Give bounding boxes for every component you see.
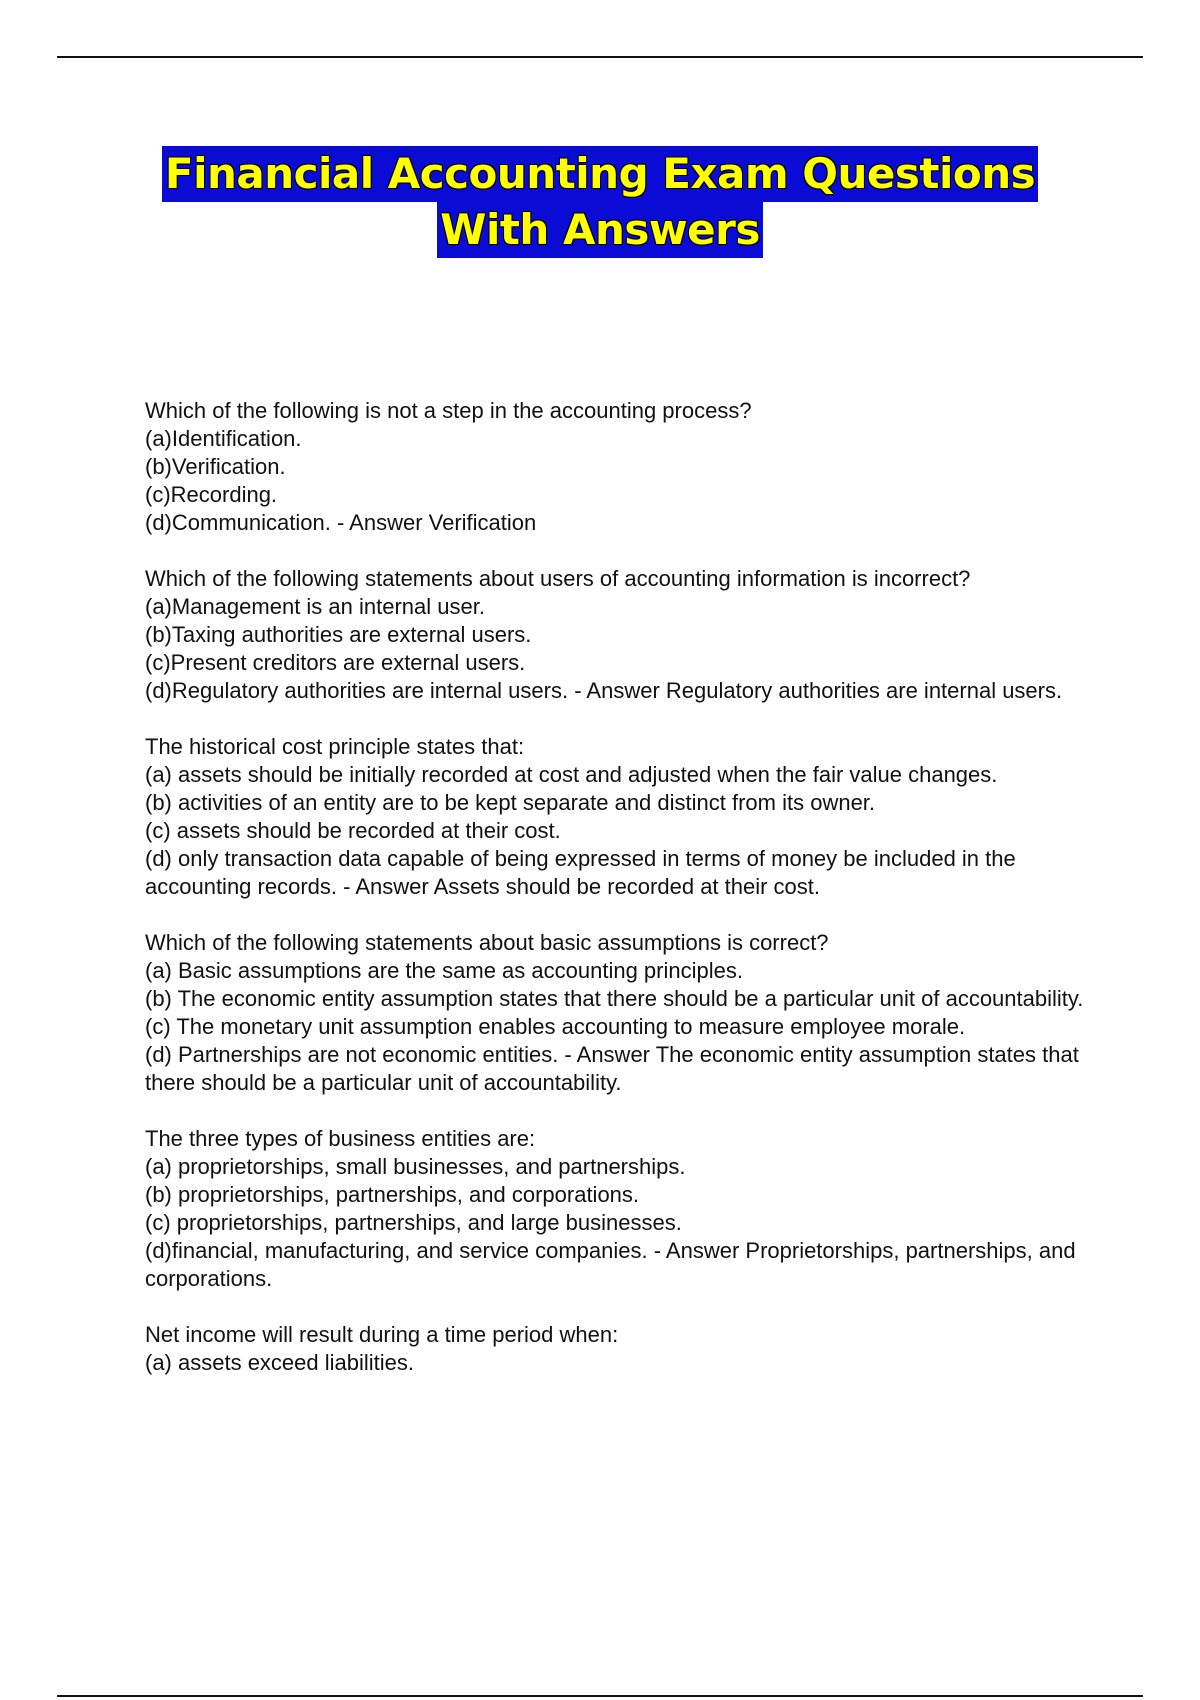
question-4: [145, 929, 1095, 1097]
option-d-with-answer: (d) Partnerships are not economic entities. - Answer The economic entity assumption states that there should be a particular unit of accountability.: [145, 1042, 1079, 1095]
option-a: (a) assets exceed liabilities.: [145, 1350, 415, 1375]
title-line-1: Financial Accounting Exam Questions: [162, 146, 1038, 202]
questions-list: [145, 397, 1095, 1405]
bottom-rule: [57, 1695, 1143, 1697]
option-a: (a)Management is an internal user.: [145, 594, 485, 619]
question-text: Which of the following is not a step in the accounting process?: [145, 398, 752, 423]
document-title: [0, 146, 1200, 258]
question-5: [145, 1125, 1095, 1293]
option-d-with-answer: (d)financial, manufacturing, and service companies. - Answer Proprietorships, partnerships, and corporations.: [145, 1238, 1076, 1291]
top-rule: [57, 56, 1143, 58]
option-b: (b)Verification.: [145, 454, 286, 479]
option-c: (c)Present creditors are external users.: [145, 650, 526, 675]
option-a: (a) Basic assumptions are the same as accounting principles.: [145, 958, 743, 983]
option-a: (a) proprietorships, small businesses, and partnerships.: [145, 1154, 686, 1179]
option-a: (a)Identification.: [145, 426, 302, 451]
option-c: (c)Recording.: [145, 482, 278, 507]
question-1: [145, 397, 1095, 537]
option-b: (b)Taxing authorities are external users.: [145, 622, 532, 647]
option-c: (c) assets should be recorded at their cost.: [145, 818, 561, 843]
option-d-with-answer: (d) only transaction data capable of being expressed in terms of money be included in the accounting records. - Answer Assets should be recorded at their cost.: [145, 846, 1016, 899]
question-3: [145, 733, 1095, 901]
question-text: The historical cost principle states that:: [145, 734, 525, 759]
option-c: (c) proprietorships, partnerships, and large businesses.: [145, 1210, 682, 1235]
question-2: [145, 565, 1095, 705]
question-text: The three types of business entities are:: [145, 1126, 536, 1151]
option-d-with-answer: (d)Regulatory authorities are internal users. - Answer Regulatory authorities are internal users.: [145, 678, 1063, 703]
option-c: (c) The monetary unit assumption enables accounting to measure employee morale.: [145, 1014, 966, 1039]
question-text: Net income will result during a time period when:: [145, 1322, 619, 1347]
question-6: [145, 1321, 1095, 1377]
question-text: Which of the following statements about users of accounting information is incorrect?: [145, 566, 971, 591]
option-b: (b) The economic entity assumption states that there should be a particular unit of accountability.: [145, 986, 1084, 1011]
option-b: (b) proprietorships, partnerships, and corporations.: [145, 1182, 640, 1207]
question-text: Which of the following statements about basic assumptions is correct?: [145, 930, 829, 955]
option-a: (a) assets should be initially recorded at cost and adjusted when the fair value changes.: [145, 762, 998, 787]
title-line-2: With Answers: [437, 202, 763, 258]
option-d-with-answer: (d)Communication. - Answer Verification: [145, 510, 537, 535]
option-b: (b) activities of an entity are to be kept separate and distinct from its owner.: [145, 790, 876, 815]
